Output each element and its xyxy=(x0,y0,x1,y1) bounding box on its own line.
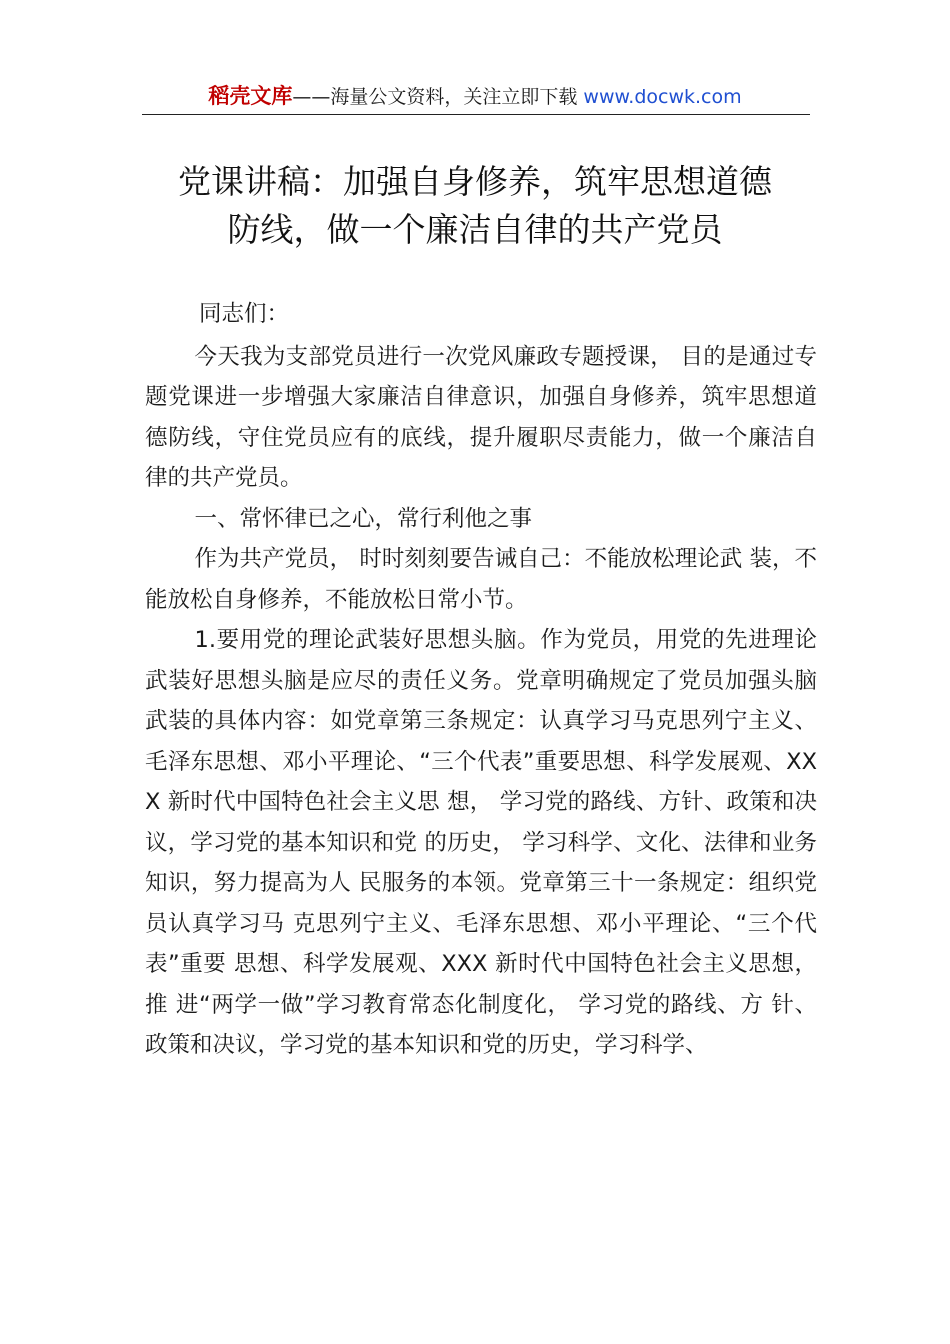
header-site-link[interactable]: www.docwk.com xyxy=(583,86,742,108)
page-header xyxy=(0,82,950,111)
header-tagline: ——海量公文资料，关注立即下载 xyxy=(292,86,584,108)
title-line-1: 党课讲稿：加强自身修养，筑牢思想道德 xyxy=(178,162,772,201)
header-divider xyxy=(142,114,810,115)
document-body xyxy=(145,294,817,1066)
paragraph-point-1: 1.要用党的理论武装好思想头脑。作为党员，用党的先进理论武装好思想头脑是应尽的责任义务。党章明确规定了党员加强头脑武装的具体内容：如党章第三条规定：认真学习马克思列宁主义、毛泽东思想、邓小平理论、“三个代表”重要思想、科学发展观、XXX 新时代中国特色社会主义思 想， 学习党的路线、方针、政策和决议，学习党的基本知识和党 的历史， 学习科学、文化、法律和业务知识，努力提高为人 民服务的本领。党章第三十一条规定：组织党员认真学习马 克思列宁主义、毛泽东思想、邓小平理论、“三个代表”重要 思想、科学发展观、XXX 新时代中国特色社会主义思想，推 进“两学一做”学习教育常态化制度化， 学习党的路线、方 针、政策和决议，学习党的基本知识和党的历史，学习科学、 xyxy=(145,627,817,1058)
title-line-2: 防线，做一个廉洁自律的共产党员 xyxy=(227,210,723,249)
document-title xyxy=(110,158,840,254)
paragraph-section-1: 作为共产党员， 时时刻刻要告诫自己：不能放松理论武 装，不能放松自身修养，不能放松日常小节。 xyxy=(145,546,817,613)
paragraph-intro: 今天我为支部党员进行一次党风廉政专题授课， 目的是通过专题党课进一步增强大家廉洁自律意识，加强自身修养，筑牢思想道德防线，守住党员应有的底线，提升履职尽责能力，做一个廉洁自律的共产党员。 xyxy=(145,343,817,491)
brand-logo-text: 稻壳文库 xyxy=(208,84,293,108)
salutation: 同志们： xyxy=(199,301,290,327)
section-heading-1: 一、常怀律已之心，常行利他之事 xyxy=(194,505,533,532)
